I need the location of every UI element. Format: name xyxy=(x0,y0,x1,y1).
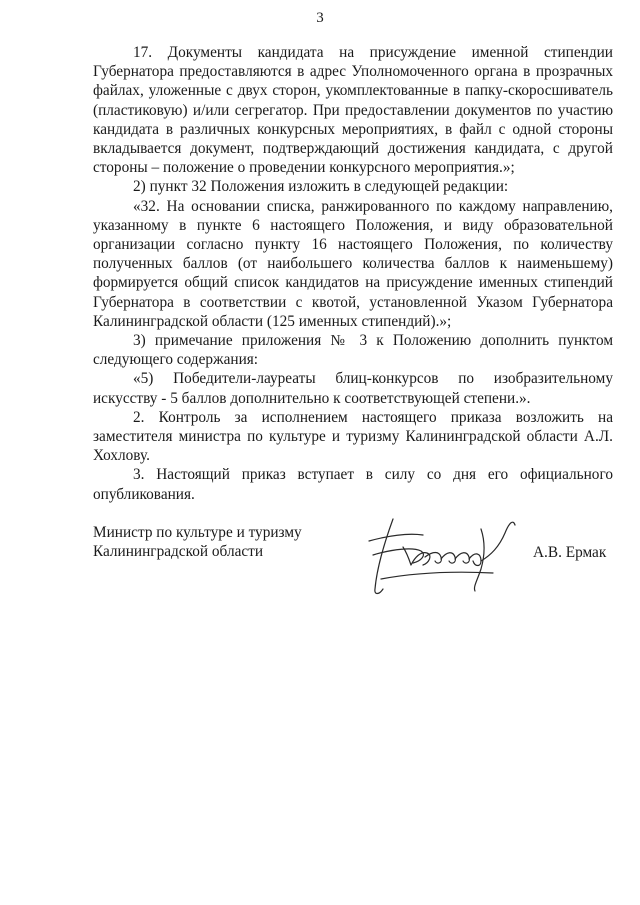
paragraph-subitem-2: 2) пункт 32 Положения изложить в следующей редакции: xyxy=(133,178,509,196)
paragraph-control: 2. Контроль за исполнением настоящего приказа возложить на заместителя министра по культуре и туризму Калининградской области А.Л. Хохлову. xyxy=(93,408,613,465)
signer-position-line-2: Калининградской области xyxy=(93,543,264,561)
handwritten-signature xyxy=(363,511,523,601)
document-body xyxy=(93,43,613,504)
paragraph-effective-date: 3. Настоящий приказ вступает в силу со дня его официального опубликования. xyxy=(93,466,613,503)
page-number: 3 xyxy=(316,10,324,26)
paragraph-subitem-3: 3) примечание приложения № 3 к Положению дополнить пунктом следующего содержания: xyxy=(93,332,613,369)
paragraph-item-32: «32. На основании списка, ранжированного по каждому направлению, указанному в пункте 6 настоящего Положения, и виду образовательной организации согласно пункту 16 настоящего Положения, по количеству полученных баллов (от наибольшего количества баллов к наименьшему) формируется общий список кандидатов на присуждение именных стипендий Губернатора в соответствии с квотой, установленной Указом Губернатора Калининградской области (125 именных стипендий).»; xyxy=(93,197,613,330)
paragraph-note-5: «5) Победители-лауреаты блиц-конкурсов по изобразительному искусству - 5 баллов дополнительно к соответствующей степени.». xyxy=(93,370,613,407)
signer-name: А.В. Ермак xyxy=(533,544,607,561)
signer-position xyxy=(93,523,353,561)
paragraph-item-17: 17. Документы кандидата на присуждение именной стипендии Губернатора предоставляются в адрес Уполномоченного органа в прозрачных файлах, уложенные с двух сторон, укомплектованные в папку-скоросшиватель (пластиковую) и/или сегрегатор. При предоставлении документов по участию кандидата в различных конкурсных мероприятиях, в файл с одной стороны вкладывается документ, подтверждающий достижения кандидата, с другой стороны – положение о проведении конкурсного мероприятия.»; xyxy=(93,44,613,177)
signer-position-line-1: Министр по культуре и туризму xyxy=(93,524,302,541)
signature-block xyxy=(93,523,613,613)
